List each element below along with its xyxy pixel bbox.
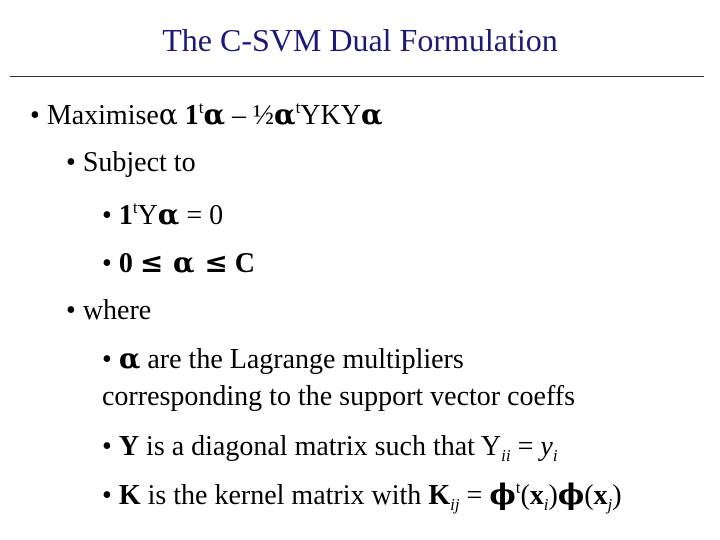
where-label: where <box>82 295 152 326</box>
k-matrix: K <box>118 480 141 511</box>
paren-open: ( <box>584 480 594 511</box>
transpose-sup: t <box>198 98 204 117</box>
subscript-i: i <box>552 446 558 465</box>
k-def-text: is the kernel matrix with <box>140 480 429 511</box>
paren-open: ( <box>520 480 530 511</box>
transpose-sup: t <box>132 198 138 217</box>
y-label: y <box>540 431 553 462</box>
bullet-alpha-def <box>102 342 464 377</box>
y-def-text: is a diagonal matrix such that Y <box>139 431 502 462</box>
subscript-ij: ij <box>450 495 460 514</box>
bullet-glyph: • <box>102 200 112 231</box>
c-parameter: C <box>227 248 256 279</box>
le-symbol: ≤ <box>139 246 164 279</box>
equals-sign: = <box>459 480 490 511</box>
minus-half: – ½ <box>225 100 275 131</box>
transpose-sup: t <box>295 98 301 117</box>
alpha-symbol: α <box>157 198 180 231</box>
bullet-where <box>66 294 151 328</box>
subject-to-label: Subject to <box>82 147 196 178</box>
title-divider <box>10 76 704 77</box>
phi-symbol: ϕ <box>489 478 516 511</box>
alpha-def-text-2: corresponding to the support vector coeffs <box>102 381 576 412</box>
bullet-y-def <box>102 430 558 464</box>
alpha-symbol: α <box>158 98 178 131</box>
alpha-symbol: α <box>163 246 205 279</box>
slide-title: The C-SVM Dual Formulation <box>162 22 558 58</box>
paren-close: ) <box>548 480 558 511</box>
subscript-ii: ii <box>501 446 511 465</box>
alpha-symbol: α <box>274 98 296 131</box>
alpha-symbol: α <box>203 98 226 131</box>
k-matrix: K <box>428 480 451 511</box>
y-matrix: Y <box>137 200 158 231</box>
ones-vector: 1 <box>184 100 199 131</box>
le-symbol: ≤ <box>204 246 228 279</box>
alpha-def-text: are the Lagrange multipliers <box>140 344 464 375</box>
y-matrix: Y <box>118 431 140 462</box>
subscript-j: j <box>607 495 613 514</box>
phi-symbol: ϕ <box>557 478 585 511</box>
bullet-subject-to <box>66 146 196 180</box>
equals-sign: = <box>510 431 541 462</box>
bullet-k-def <box>102 478 622 513</box>
bullet-maximise <box>30 98 383 133</box>
transpose-sup: t <box>515 478 521 497</box>
bullet-glyph: • <box>102 248 112 279</box>
bullet-glyph: • <box>102 344 112 375</box>
ykY-term: YKY <box>300 100 361 131</box>
zero-value: 0 <box>118 248 140 279</box>
bullet-constraint-sum <box>102 198 223 233</box>
ones-vector: 1 <box>118 200 133 231</box>
paren-close: ) <box>612 480 622 511</box>
bullet-glyph: • <box>102 480 112 511</box>
x-vector: x <box>593 480 608 511</box>
alpha-symbol: α <box>118 342 141 375</box>
maximise-label: Maximise <box>46 100 159 131</box>
equals-zero: = 0 <box>179 200 224 231</box>
bullet-glyph: • <box>102 431 112 462</box>
subscript-i: i <box>543 495 549 514</box>
x-vector: x <box>529 480 544 511</box>
bullet-glyph: • <box>30 100 40 131</box>
alpha-def-continuation <box>102 380 575 414</box>
bullet-constraint-box <box>102 246 255 281</box>
bullet-glyph: • <box>66 147 76 178</box>
bullet-glyph: • <box>66 295 76 326</box>
alpha-symbol: α <box>360 98 383 131</box>
